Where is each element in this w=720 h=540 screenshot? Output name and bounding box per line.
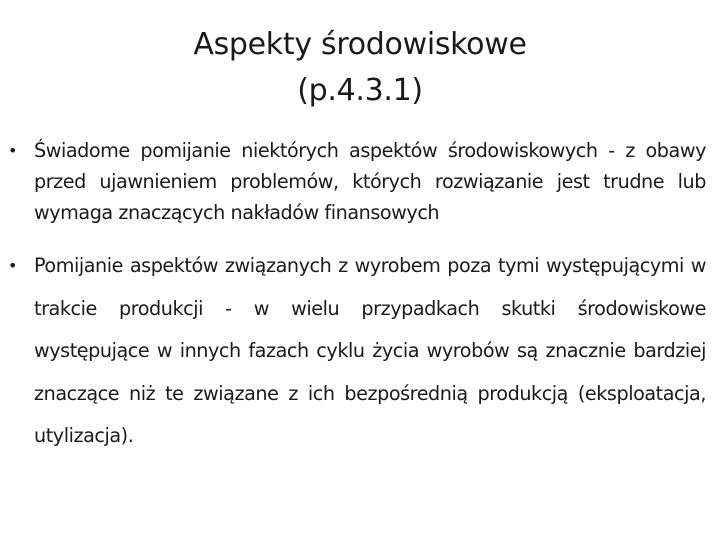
bullet-text: Świadome pomijanie niektórych aspektów środowiskowych - z obawy przed ujawnieniem problemów, których rozwiązanie jest trudne lub wymaga znaczących nakładów finansowych xyxy=(34,139,706,224)
slide-title-line-1: Aspekty środowiskowe xyxy=(193,27,527,63)
bullet-item xyxy=(8,135,706,228)
bullet-text: Pomijanie aspektów związanych z wyrobem poza tymi występującymi w trakcie produkcji - w wielu przypadkach skutki środowiskowe występujące w innych fazach cyklu życia wyrobów są znacznie bardziej znaczące niż te związane z ich bezpośrednią produkcją (eksploatacja, utylizacja). xyxy=(34,254,706,447)
slide-title-line-2: (p.4.3.1) xyxy=(297,73,423,109)
bullet-item xyxy=(8,245,706,458)
slide-title xyxy=(0,22,720,114)
bullet-dot-icon: • xyxy=(8,256,17,275)
bullet-dot-icon: • xyxy=(8,141,17,160)
